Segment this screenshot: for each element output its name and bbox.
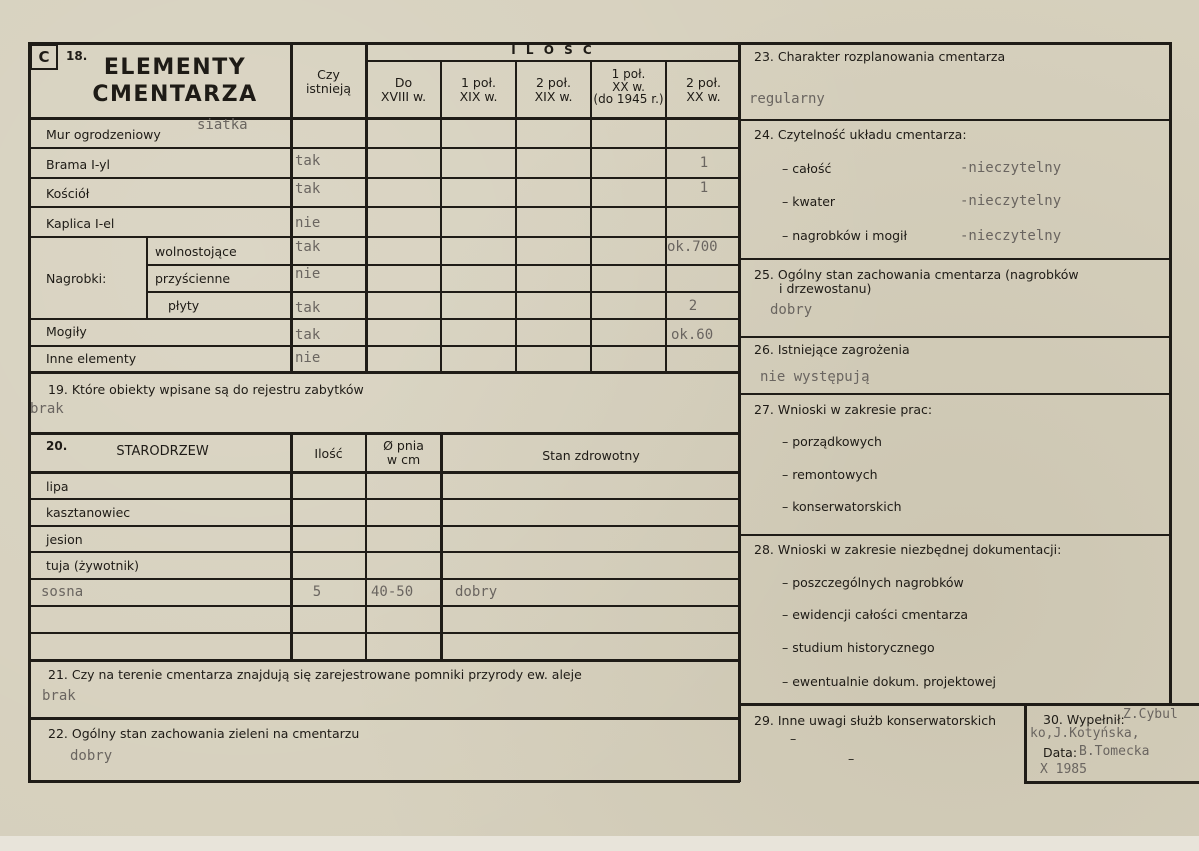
frame-bottom-left bbox=[28, 780, 740, 783]
row-label-inne: Inne elementy bbox=[46, 351, 137, 366]
nagrobki-sub-divider bbox=[146, 236, 148, 318]
s28-item-nagrobkow: – poszczególnych nagrobków bbox=[782, 575, 964, 590]
tree-name-tuja: tuja (żywotnik) bbox=[46, 558, 140, 573]
s29-s30-divider bbox=[1024, 703, 1027, 783]
s18-row-line-2 bbox=[28, 177, 740, 179]
count-plyty: 2 bbox=[688, 298, 698, 314]
count-brama: 1 bbox=[699, 155, 709, 171]
s30-data-label: Data: bbox=[1043, 745, 1078, 760]
section-letter-box: C bbox=[30, 44, 58, 70]
s30-label: 30. Wypełnił: bbox=[1043, 712, 1125, 727]
s27-label: 27. Wnioski w zakresie prac: bbox=[754, 402, 933, 417]
s24-bottom bbox=[738, 258, 1171, 260]
s24-value-calosc: -nieczytelny bbox=[960, 160, 1062, 176]
s26-label: 26. Istniejące zagrożenia bbox=[754, 342, 910, 357]
s20-col-pnia-header: Ø pnia w cm bbox=[383, 438, 424, 467]
nagrobki-label: Nagrobki: bbox=[46, 271, 107, 286]
tree-count-sosna: 5 bbox=[312, 584, 322, 600]
row-label-kaplica: Kaplica I-el bbox=[46, 216, 115, 231]
period-header-1p20: 1 poł. XX w. (do 1945 r.) bbox=[593, 67, 664, 107]
s30-filled-by-2: ko,J.Kotyńska, bbox=[1030, 726, 1140, 741]
row-label-przyscienne: przyścienne bbox=[155, 271, 231, 286]
s18-row-line-5 bbox=[148, 264, 740, 266]
s18-row-line-7 bbox=[28, 318, 740, 320]
s20-row-line-2 bbox=[28, 525, 740, 527]
s19-label: 19. Które obiekty wpisane są do rejestru zabytków bbox=[48, 382, 364, 397]
s18-number: 18. bbox=[66, 49, 88, 63]
s24-value-nagrobki: -nieczytelny bbox=[960, 228, 1062, 244]
s24-item-kwater: – kwater bbox=[782, 194, 836, 209]
count-wolnostojace: ok.700 bbox=[667, 239, 718, 255]
exists-plyty: tak bbox=[295, 300, 321, 316]
tree-diameter-sosna: 40-50 bbox=[371, 584, 414, 600]
s28-item-ewentualnie: – ewentualnie dokum. projektowej bbox=[782, 674, 997, 689]
s30-filled-by-1: Z.Cybul bbox=[1123, 707, 1178, 722]
s19-value: brak bbox=[30, 401, 64, 417]
s26-bottom bbox=[738, 393, 1171, 395]
s28-bottom bbox=[738, 703, 1199, 706]
tree-name-jesion: jesion bbox=[46, 532, 83, 547]
tree-name-kasztanowiec: kasztanowiec bbox=[46, 505, 131, 520]
s20-title: STARODRZEW bbox=[116, 444, 209, 459]
row-label-kosciol: Kościół bbox=[46, 186, 90, 201]
row-label-mogily: Mogiły bbox=[46, 324, 87, 339]
s18-header-bottom bbox=[28, 117, 740, 120]
s20-bottom bbox=[28, 659, 740, 662]
count-mogily: ok.60 bbox=[671, 327, 714, 343]
s21-value: brak bbox=[42, 688, 76, 704]
exists-inne: nie bbox=[295, 350, 321, 366]
s21-label: 21. Czy na terenie cmentarza znajdują się zarejestrowane pomniki przyrody ew. aleje bbox=[48, 667, 582, 682]
center-divider bbox=[738, 42, 741, 782]
count-kosciol: 1 bbox=[699, 180, 709, 196]
s20-number: 20. bbox=[46, 439, 68, 453]
s24-label: 24. Czytelność układu cmentarza: bbox=[754, 127, 967, 142]
s23-label: 23. Charakter rozplanowania cmentarza bbox=[754, 49, 1006, 64]
period-header-2p20: 2 poł. XX w. bbox=[685, 75, 722, 104]
s20-col-ilosc-header: Ilość bbox=[314, 446, 343, 461]
exists-przyscienne: nie bbox=[295, 266, 321, 282]
exists-wolnostojace: tak bbox=[295, 239, 321, 255]
s19-bottom bbox=[28, 432, 740, 435]
s18-col-2p20 bbox=[665, 60, 667, 372]
s20-col-ilosc bbox=[290, 432, 293, 660]
exists-brama: tak bbox=[295, 153, 321, 169]
tree-health-sosna: dobry bbox=[455, 584, 498, 600]
s18-row-line-3 bbox=[28, 206, 740, 208]
s18-title-line1: ELEMENTY bbox=[103, 55, 247, 80]
s18-row-line-1 bbox=[28, 147, 740, 149]
s18-row-line-6 bbox=[148, 291, 740, 293]
s18-row-line-8 bbox=[28, 345, 740, 347]
s21-bottom bbox=[28, 717, 740, 720]
tree-name-sosna: sosna bbox=[41, 584, 84, 600]
s29-mark-2: – bbox=[848, 751, 855, 766]
s20-row-line-3 bbox=[28, 551, 740, 553]
s23-value: regularny bbox=[749, 91, 825, 107]
scan-bottom-margin bbox=[0, 836, 1199, 851]
s28-item-studium: – studium historycznego bbox=[782, 640, 935, 655]
frame-right bbox=[1169, 42, 1172, 704]
s18-title-line2: CMENTARZA bbox=[92, 82, 258, 107]
s23-bottom bbox=[738, 119, 1171, 121]
s27-item-porzadkowych: – porządkowych bbox=[782, 434, 882, 449]
s24-item-calosc: – całość bbox=[782, 161, 832, 176]
s18-col-1p20 bbox=[590, 60, 592, 372]
s25-label-line1: 25. Ogólny stan zachowania cmentarza (nagrobków bbox=[754, 267, 1079, 282]
period-header-do18: Do XVIII w. bbox=[380, 75, 427, 104]
s20-row-line-6 bbox=[28, 632, 740, 634]
s20-header-bottom bbox=[28, 471, 740, 474]
s20-col-stan bbox=[440, 432, 443, 660]
s20-row-line-5 bbox=[28, 605, 740, 607]
exists-mogily: tak bbox=[295, 327, 321, 343]
s25-value: dobry bbox=[770, 302, 813, 318]
s25-bottom bbox=[738, 336, 1171, 338]
s30-data-value-1: B.Tomecka bbox=[1079, 744, 1150, 759]
period-header-1p19: 1 poł. XIX w. bbox=[459, 75, 498, 104]
frame-bottom-right bbox=[1024, 781, 1199, 784]
tree-name-lipa: lipa bbox=[46, 479, 69, 494]
s27-bottom bbox=[738, 534, 1171, 536]
s20-col-stan-header: Stan zdrowotny bbox=[542, 448, 640, 463]
s18-col-1p19 bbox=[440, 60, 442, 372]
s27-item-remontowych: – remontowych bbox=[782, 467, 878, 482]
ilosc-header: I L O Ś Ć bbox=[511, 43, 595, 57]
exists-kaplica: nie bbox=[295, 215, 321, 231]
row-label-wolnostojace: wolnostojące bbox=[155, 244, 237, 259]
exists-kosciol: tak bbox=[295, 181, 321, 197]
s18-bottom bbox=[28, 371, 740, 374]
s18-row-line-4 bbox=[28, 236, 740, 238]
s28-item-ewidencji: – ewidencji całości cmentarza bbox=[782, 607, 969, 622]
row-label-mur: Mur ogrodzeniowy bbox=[46, 127, 161, 142]
s22-value: dobry bbox=[70, 748, 113, 764]
s25-label-line2: i drzewostanu) bbox=[779, 281, 872, 296]
row-label-plyty: płyty bbox=[168, 298, 200, 313]
s27-item-konserwatorskich: – konserwatorskich bbox=[782, 499, 902, 514]
s20-row-line-4 bbox=[28, 578, 740, 580]
s24-value-kwater: -nieczytelny bbox=[960, 193, 1062, 209]
row-note-mur: siatka bbox=[197, 117, 248, 133]
s28-label: 28. Wnioski w zakresie niezbędnej dokumentacji: bbox=[754, 542, 1062, 557]
ilosc-divider bbox=[366, 60, 740, 62]
period-header-2p19: 2 poł. XIX w. bbox=[534, 75, 573, 104]
czy-istnieja-header: Czy istnieją bbox=[305, 67, 352, 96]
s20-row-line-1 bbox=[28, 498, 740, 500]
s24-item-nagrobki: – nagrobków i mogił bbox=[782, 228, 908, 243]
s26-value: nie występują bbox=[760, 369, 870, 385]
s29-label: 29. Inne uwagi służb konserwatorskich bbox=[754, 713, 996, 728]
s18-col-2p19 bbox=[515, 60, 517, 372]
s30-data-value-2: X 1985 bbox=[1040, 762, 1087, 777]
row-label-brama: Brama I-yl bbox=[46, 157, 111, 172]
s29-mark-1: – bbox=[790, 731, 797, 746]
s22-label: 22. Ogólny stan zachowania zieleni na cmentarzu bbox=[48, 726, 360, 741]
